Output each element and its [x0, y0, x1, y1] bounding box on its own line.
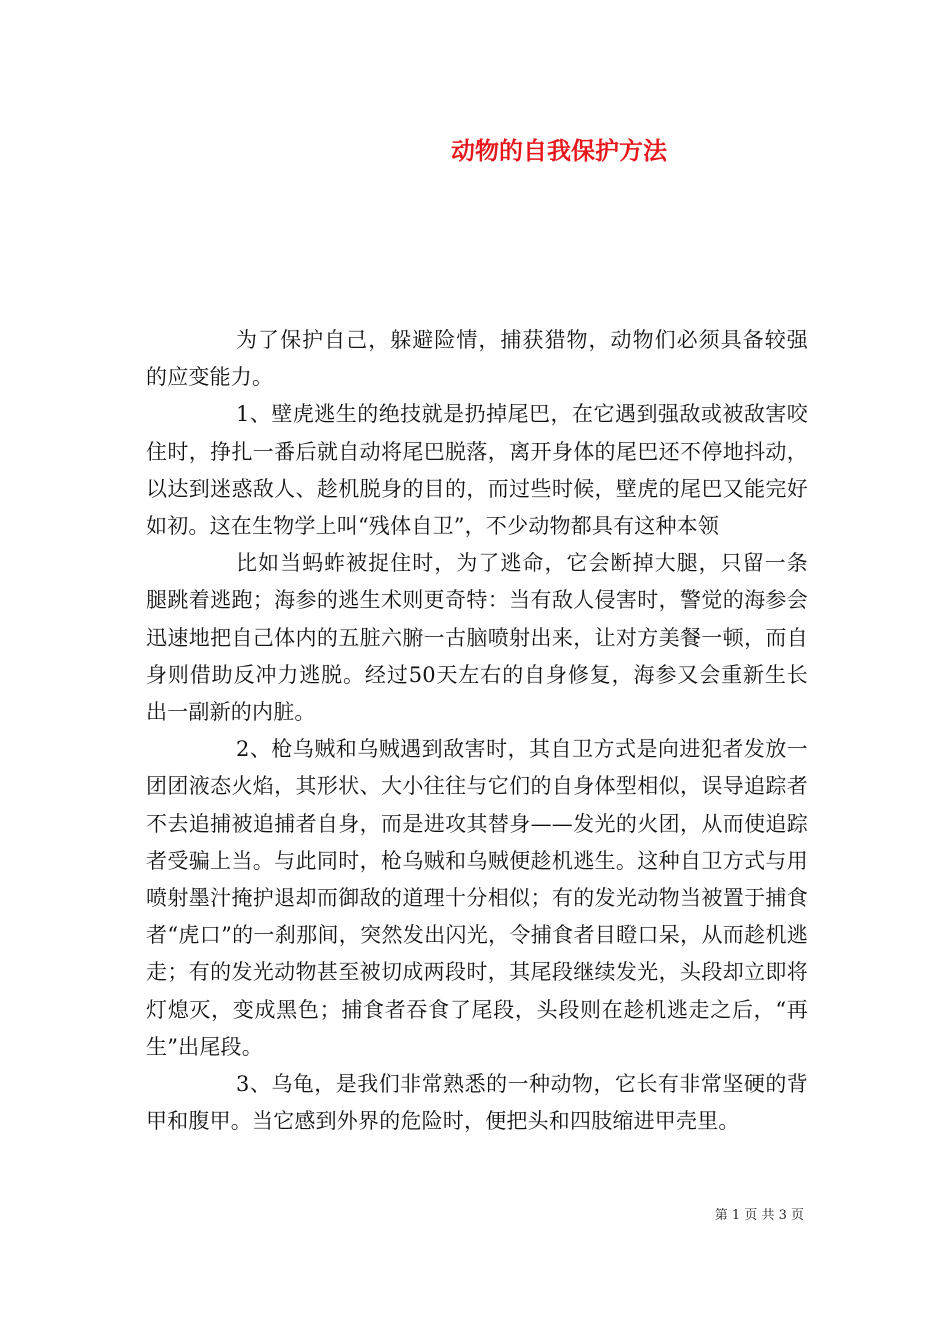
paragraph-intro: 为了保护自己，躲避险情，捕获猎物，动物们必须具备较强的应变能力。 — [146, 328, 808, 390]
paragraph-gecko: 1、壁虎逃生的绝技就是扔掉尾巴，在它遇到强敌或被敌害咬住时，挣扎一番后就自动将尾巴脱落，离开身体的尾巴还不停地抖动，以达到迷惑敌人、趁机脱身的目的，而过些时候，壁虎的尾巴又能完好如初。这在生物学上叫“残体自卫”，不少动物都具有这种本领 — [146, 402, 808, 539]
page-number: 第 1 页 共 3 页 — [714, 1208, 804, 1223]
document-body — [146, 322, 808, 1140]
paragraph-grasshopper-sea-cucumber: 比如当蚂蚱被捉住时，为了逃命，它会断掉大腿，只留一条腿跳着逃跑；海参的逃生术则更奇特：当有敌人侵害时，警觉的海参会迅速地把自己体内的五脏六腑一古脑喷射出来，让对方美餐一顿，而自身则借助反冲力逃脱。经过50天左右的自身修复，海参又会重新生长出一副新的内脏。 — [146, 551, 808, 725]
page-title: 动物的自我保护方法 — [451, 136, 667, 165]
paragraph-turtle: 3、乌龟，是我们非常熟悉的一种动物，它长有非常坚硬的背甲和腹甲。当它感到外界的危险时，便把头和四肢缩进甲壳里。 — [146, 1072, 808, 1134]
paragraph-squid: 2、枪乌贼和乌贼遇到敌害时，其自卫方式是向进犯者发放一团团液态火焰，其形状、大小往往与它们的自身体型相似，误导追踪者不去追捕被追捕者自身，而是进攻其替身——发光的火团，从而使追踪者受骗上当。与此同时，枪乌贼和乌贼便趁机逃生。这种自卫方式与用喷射墨汁掩护退却而御敌的道理十分相似；有的发光动物当被置于捕食者“虎口”的一刹那间，突然发出闪光，令捕食者目瞪口呆，从而趁机逃走；有的发光动物甚至被切成两段时，其尾段继续发光，头段却立即将灯熄灭，变成黑色；捕食者吞食了尾段，头段则在趁机逃走之后，“再生”出尾段。 — [146, 737, 808, 1059]
